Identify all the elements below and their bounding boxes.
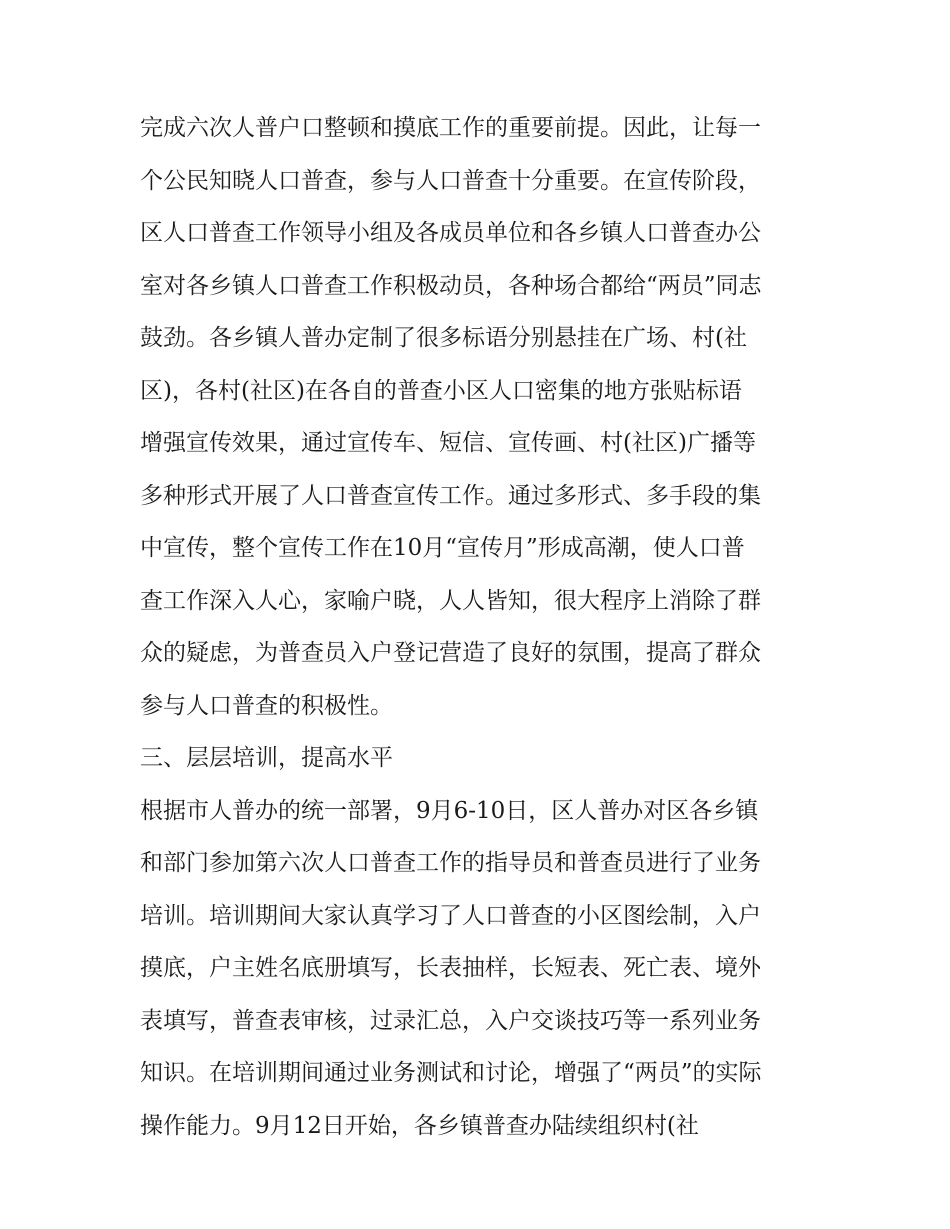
text-line: 区人口普查工作领导小组及各成员单位和各乡镇人口普查办公 [140, 220, 761, 246]
document-body [140, 102, 820, 1152]
text-line: 参与人口普查的积极性。 [140, 692, 393, 719]
text-line: 多种形式开展了人口普查宣传工作。通过多形式、多手段的集 [140, 482, 761, 509]
text-line: 和部门参加第六次人口普查工作的指导员和普查员进行了业务 [140, 850, 761, 876]
text-line: 表填写，普查表审核，过录汇总，入户交谈技巧等一系列业务 [140, 1007, 761, 1034]
text-line: 培训。培训期间大家认真学习了人口普查的小区图绘制，入户 [140, 902, 761, 929]
text-line: 众的疑虑，为普查员入户登记营造了良好的氛围，提高了群众 [140, 640, 761, 666]
section-heading: 三、层层培训，提高水平 [140, 745, 393, 771]
text-line: 中宣传，整个宣传工作在10月“宣传月”形成高潮，使人口普 [140, 535, 745, 561]
text-line: 知识。在培训期间通过业务测试和讨论，增强了“两员”的实际 [140, 1060, 762, 1086]
text-line: 室对各乡镇人口普查工作积极动员，各种场合都给“两员”同志 [140, 272, 762, 299]
text-line: 个公民知晓人口普查，参与人口普查十分重要。在宣传阶段， [140, 167, 761, 194]
text-line: 增强宣传效果，通过宣传车、短信、宣传画、村(社区)广播等 [140, 430, 756, 456]
text-line: 区)，各村(社区)在各自的普查小区人口密集的地方张贴标语 [140, 377, 742, 404]
text-line: 完成六次人普户口整顿和摸底工作的重要前提。因此，让每一 [140, 115, 761, 141]
text-line: 鼓劲。各乡镇人普办定制了很多标语分别悬挂在广场、村(社 [140, 325, 747, 351]
text-line: 摸底，户主姓名底册填写，长表抽样，长短表、死亡表、境外 [140, 955, 761, 981]
text-line: 根据市人普办的统一部署，9月6-10日，区人普办对区各乡镇 [140, 797, 759, 824]
text-line: 操作能力。9月12日开始，各乡镇普查办陆续组织村(社 [140, 1112, 699, 1139]
text-line: 查工作深入人心，家喻户晓，人人皆知，很大程序上消除了群 [140, 587, 761, 614]
